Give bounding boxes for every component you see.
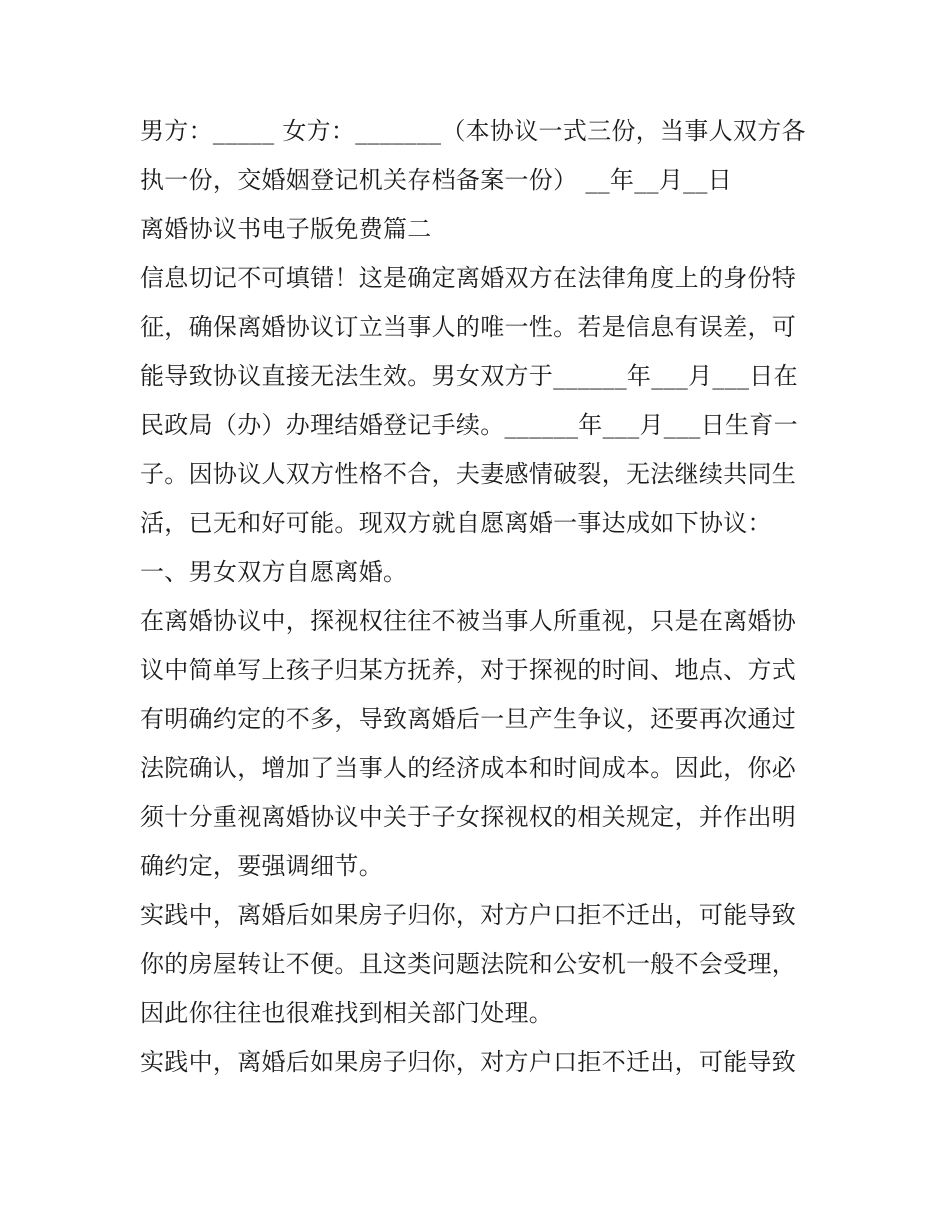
section-heading: 离婚协议书电子版免费篇二 — [140, 215, 432, 243]
document-body — [140, 107, 820, 1087]
paragraph-household-registration-repeat: 实践中，离婚后如果房子归你，对方户口拒不迁出，可能导致 — [140, 1048, 797, 1076]
signature-date-paragraph: 男方：_____ 女方：_______（本协议一式三份，当事人双方各执一份，交婚姻登记机关存档备案一份） __年__月__日 — [140, 117, 806, 194]
paragraph-visitation-rights: 在离婚协议中，探视权往往不被当事人所重视，只是在离婚协议中简单写上孩子归某方抚养，对于探视的时间、地点、方式有明确约定的不多，导致离婚后一旦产生争议，还要再次通过法院确认，增加了当事人的经济成本和时间成本。因此，你必须十分重视离婚协议中关于子女探视权的相关规定，并作出明确约定，要强调细节。 — [140, 607, 797, 880]
clause-one: 一、男女双方自愿离婚。 — [140, 558, 408, 586]
paragraph-info-warning: 信息切记不可填错！这是确定离婚双方在法律角度上的身份特征，确保离婚协议订立当事人的唯一性。若是信息有误差，可能导致协议直接无法生效。男女双方于______年___月___日在民政局（办）办理结婚登记手续。______年___月___日生育一子。因协议人双方性格不合，夫妻感情破裂，无法继续共同生活，已无和好可能。现双方就自愿离婚一事达成如下协议： — [140, 264, 798, 537]
paragraph-household-registration: 实践中，离婚后如果房子归你，对方户口拒不迁出，可能导致你的房屋转让不便。且这类问题法院和公安机一般不会受理，因此你往往也很难找到相关部门处理。 — [140, 901, 797, 1027]
